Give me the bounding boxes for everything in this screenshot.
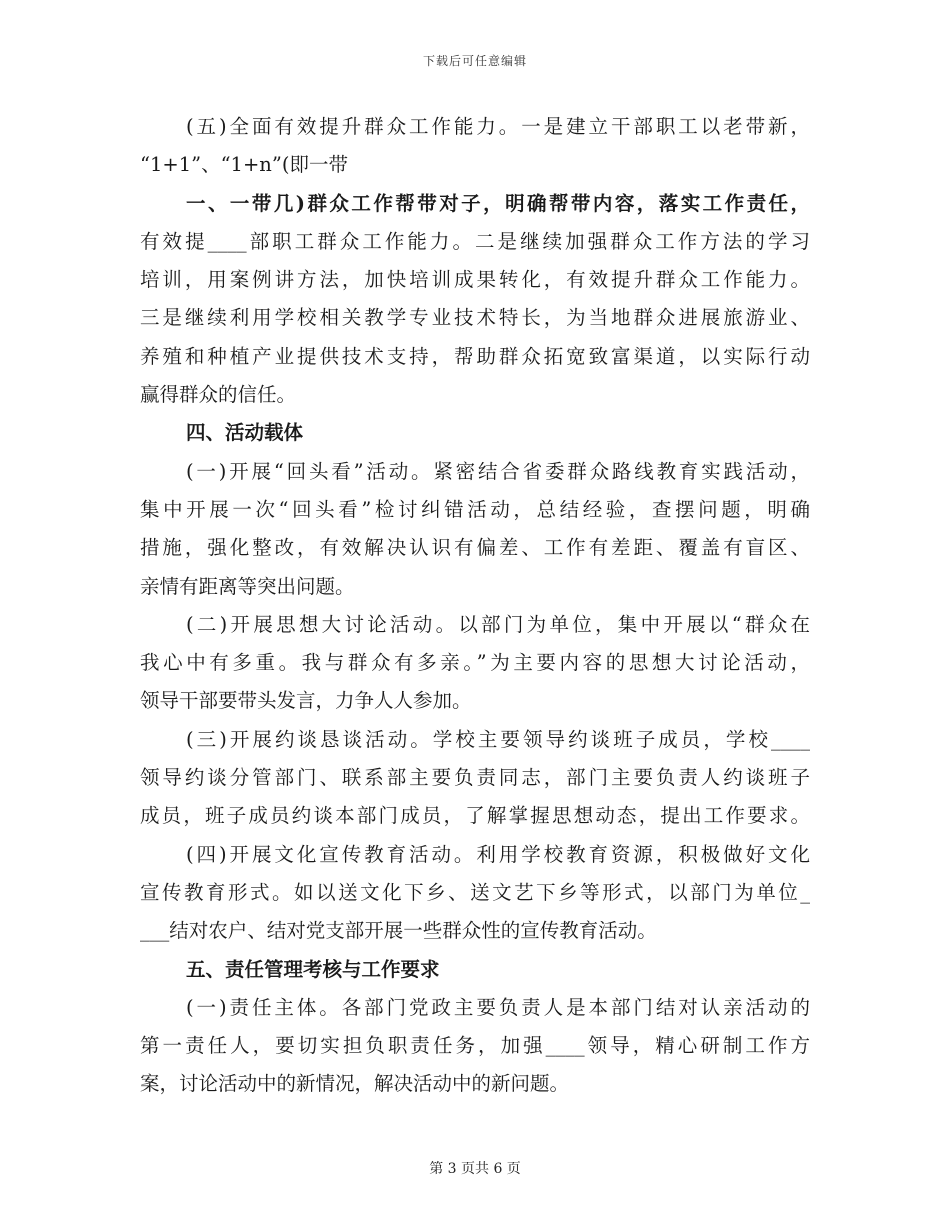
paragraph-line: 三是继续利用学校相关教学专业技术特长，为当地群众进展旅游业、 xyxy=(140,306,810,330)
paragraph-line: ___结对农户、结对党支部开展一些群众性的宣传教育活动。 xyxy=(140,919,657,943)
document-body xyxy=(140,108,810,1104)
paragraph-line: 一、一带几)群众工作帮带对子，明确帮带内容，落实工作责任， xyxy=(186,191,810,215)
paragraph-line: 有效提____部职工群众工作能力。二是继续加强群众工作方法的学习 xyxy=(140,229,810,253)
paragraph-line: 领导约谈分管部门、联系部主要负责同志，部门主要负责人约谈班子 xyxy=(140,766,810,790)
paragraph-line: (二)开展思想大讨论活动。以部门为单位，集中开展以“群众在 xyxy=(186,612,810,636)
paragraph-line: 亲情有距离等突出问题。 xyxy=(140,574,355,598)
paragraph-line: (三)开展约谈恳谈活动。学校主要领导约谈班子成员，学校____ xyxy=(186,727,810,751)
paragraph-line: (一)开展“回头看”活动。紧密结合省委群众路线教育实践活动， xyxy=(186,459,810,483)
page-header: 下载后可任意编辑 xyxy=(422,54,527,68)
paragraph-line: 案，讨论活动中的新情况，解决活动中的新问题。 xyxy=(140,1072,570,1096)
paragraph-line: 宣传教育形式。如以送文化下乡、送文艺下乡等形式，以部门为单位_ xyxy=(140,880,810,904)
paragraph-line: 培训，用案例讲方法，加快培训成果转化，有效提升群众工作能力。 xyxy=(140,268,810,292)
paragraph-line: 成员，班子成员约谈本部门成员，了解掌握思想动态，提出工作要求。 xyxy=(140,804,810,828)
paragraph-line: 第一责任人，要切实担负职责任务，加强____领导，精心研制工作方 xyxy=(140,1034,810,1058)
paragraph-line: 集中开展一次“回头看”检讨纠错活动，总结经验，查摆问题，明确 xyxy=(140,497,810,521)
section-heading: 四、活动载体 xyxy=(186,421,304,445)
paragraph-line: “1+1”、“1+n”(即一带 xyxy=(140,153,348,177)
paragraph-line: 领导干部要带头发言，力争人人参加。 xyxy=(140,689,472,713)
page-footer: 第 3 页共 6 页 xyxy=(429,1161,521,1177)
paragraph-line: 我心中有多重。我与群众有多亲。”为主要内容的思想大讨论活动， xyxy=(140,651,810,675)
paragraph-line: 赢得群众的信任。 xyxy=(140,383,297,407)
paragraph-line: (五)全面有效提升群众工作能力。一是建立干部职工以老带新， xyxy=(186,115,810,138)
paragraph-line: (四)开展文化宣传教育活动。利用学校教育资源，积极做好文化 xyxy=(186,842,810,866)
paragraph-line: 养殖和种植产业提供技术支持，帮助群众拓宽致富渠道，以实际行动 xyxy=(140,344,810,368)
paragraph-line: (一)责任主体。各部门党政主要负责人是本部门结对认亲活动的 xyxy=(186,995,810,1019)
paragraph-line: 措施，强化整改，有效解决认识有偏差、工作有差距、覆盖有盲区、 xyxy=(140,536,810,560)
section-heading: 五、责任管理考核与工作要求 xyxy=(186,957,440,981)
